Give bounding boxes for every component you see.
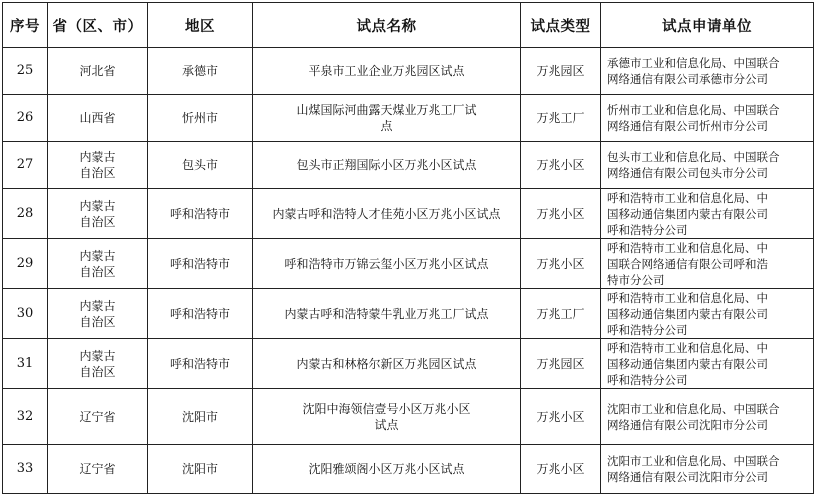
cell-line: 内蒙古 [79,150,116,164]
cell-applicant [601,48,814,95]
cell-line: 呼和浩特市工业和信息化局、中 [607,340,768,355]
cell-pilot-name: 沈阳雅颂阁小区万兆小区试点 [253,445,521,494]
cell-province [48,239,148,289]
cell-line: 呼和浩特市工业和信息化局、中 [607,190,768,205]
cell-line: 自治区 [79,214,116,229]
cell-pilot-name [253,95,521,142]
pilot-list-table [2,2,814,494]
cell-line: 网络通信有限公司承德市分公司 [607,72,768,86]
cell-applicant [601,339,814,389]
cell-applicant [601,289,814,339]
cell-serial-no: 26 [3,95,48,142]
cell-pilot-type: 万兆小区 [521,239,601,289]
cell-region: 包头市 [148,142,253,189]
cell-line: 国移动通信集团内蒙古有限公司 [607,306,768,321]
cell-pilot-type: 万兆小区 [521,189,601,239]
header-pilot-name: 试点名称 [253,3,521,48]
cell-province [48,339,148,389]
cell-province: 辽宁省 [48,389,148,445]
cell-applicant [601,389,814,445]
cell-province: 辽宁省 [48,445,148,494]
cell-pilot-type: 万兆工厂 [521,95,601,142]
header-region: 地区 [148,3,253,48]
cell-line: 内蒙古 [79,348,116,363]
cell-serial-no: 32 [3,389,48,445]
cell-region: 忻州市 [148,95,253,142]
cell-province [48,142,148,189]
table-body [3,48,814,494]
cell-serial-no: 31 [3,339,48,389]
cell-line: 网络通信有限公司包头市分公司 [607,166,768,180]
cell-line: 内蒙古 [79,198,116,213]
cell-serial-no: 27 [3,142,48,189]
table-header [3,3,814,48]
cell-line: 忻州市工业和信息化局、中国联合 [607,103,780,117]
cell-line: 点 [380,119,393,133]
cell-line: 自治区 [79,264,116,279]
cell-applicant [601,95,814,142]
cell-applicant [601,189,814,239]
cell-region: 承德市 [148,48,253,95]
cell-region: 呼和浩特市 [148,189,253,239]
cell-line: 呼和浩特市工业和信息化局、中 [607,240,768,255]
cell-line: 呼和浩特市工业和信息化局、中 [607,290,768,305]
cell-pilot-name: 内蒙古和林格尔新区万兆园区试点 [253,339,521,389]
table-row [3,289,814,339]
cell-line: 呼和浩特分公司 [607,222,688,237]
cell-line: 网络通信有限公司忻州市分公司 [607,119,768,133]
cell-line: 自治区 [79,166,116,180]
table-row [3,389,814,445]
cell-province [48,189,148,239]
cell-pilot-type: 万兆工厂 [521,289,601,339]
cell-pilot-name: 包头市正翔国际小区万兆小区试点 [253,142,521,189]
cell-line: 沈阳市工业和信息化局、中国联合 [607,454,780,468]
cell-line: 试点 [374,417,399,432]
cell-pilot-name: 内蒙古呼和浩特蒙牛乳业万兆工厂试点 [253,289,521,339]
cell-line: 自治区 [79,364,116,379]
cell-line: 内蒙古 [79,248,116,263]
cell-line: 网络通信有限公司沈阳市分公司 [607,470,768,484]
cell-region: 沈阳市 [148,445,253,494]
cell-province [48,289,148,339]
header-row [3,3,814,48]
table-row [3,142,814,189]
table-row [3,239,814,289]
cell-line: 国联合网络通信有限公司呼和浩 [607,256,768,271]
cell-line: 内蒙古 [79,298,116,313]
cell-pilot-name: 呼和浩特市万锦云玺小区万兆小区试点 [253,239,521,289]
cell-pilot-name [253,389,521,445]
cell-line: 自治区 [79,314,116,329]
cell-line: 国移动通信集团内蒙古有限公司 [607,356,768,371]
cell-serial-no: 30 [3,289,48,339]
cell-region: 呼和浩特市 [148,339,253,389]
cell-pilot-name: 平泉市工业企业万兆园区试点 [253,48,521,95]
cell-line: 沈阳市工业和信息化局、中国联合 [607,401,780,416]
cell-line: 沈阳中海领信壹号小区万兆小区 [302,401,471,416]
cell-region: 呼和浩特市 [148,289,253,339]
cell-region: 呼和浩特市 [148,239,253,289]
cell-pilot-type: 万兆小区 [521,389,601,445]
cell-applicant [601,239,814,289]
table-row [3,48,814,95]
cell-line: 呼和浩特分公司 [607,322,688,337]
cell-serial-no: 25 [3,48,48,95]
table-row [3,339,814,389]
cell-line: 特市分公司 [607,272,665,287]
cell-region: 沈阳市 [148,389,253,445]
cell-serial-no: 28 [3,189,48,239]
cell-line: 国移动通信集团内蒙古有限公司 [607,206,768,221]
cell-applicant [601,445,814,494]
cell-pilot-type: 万兆园区 [521,339,601,389]
cell-line: 山煤国际河曲露天煤业万兆工厂试 [296,103,477,117]
header-province: 省（区、市） [48,3,148,48]
cell-pilot-name: 内蒙古呼和浩特人才佳苑小区万兆小区试点 [253,189,521,239]
cell-pilot-type: 万兆园区 [521,48,601,95]
table-row [3,95,814,142]
cell-province: 河北省 [48,48,148,95]
cell-applicant [601,142,814,189]
table-row [3,445,814,494]
header-serial-no: 序号 [3,3,48,48]
cell-line: 呼和浩特分公司 [607,372,688,387]
header-pilot-type: 试点类型 [521,3,601,48]
cell-pilot-type: 万兆小区 [521,142,601,189]
cell-serial-no: 33 [3,445,48,494]
header-applicant: 试点申请单位 [601,3,814,48]
cell-province: 山西省 [48,95,148,142]
cell-serial-no: 29 [3,239,48,289]
cell-line: 承德市工业和信息化局、中国联合 [607,56,780,70]
cell-line: 网络通信有限公司沈阳市分公司 [607,417,768,432]
cell-pilot-type: 万兆小区 [521,445,601,494]
cell-line: 包头市工业和信息化局、中国联合 [607,150,780,164]
table-row [3,189,814,239]
